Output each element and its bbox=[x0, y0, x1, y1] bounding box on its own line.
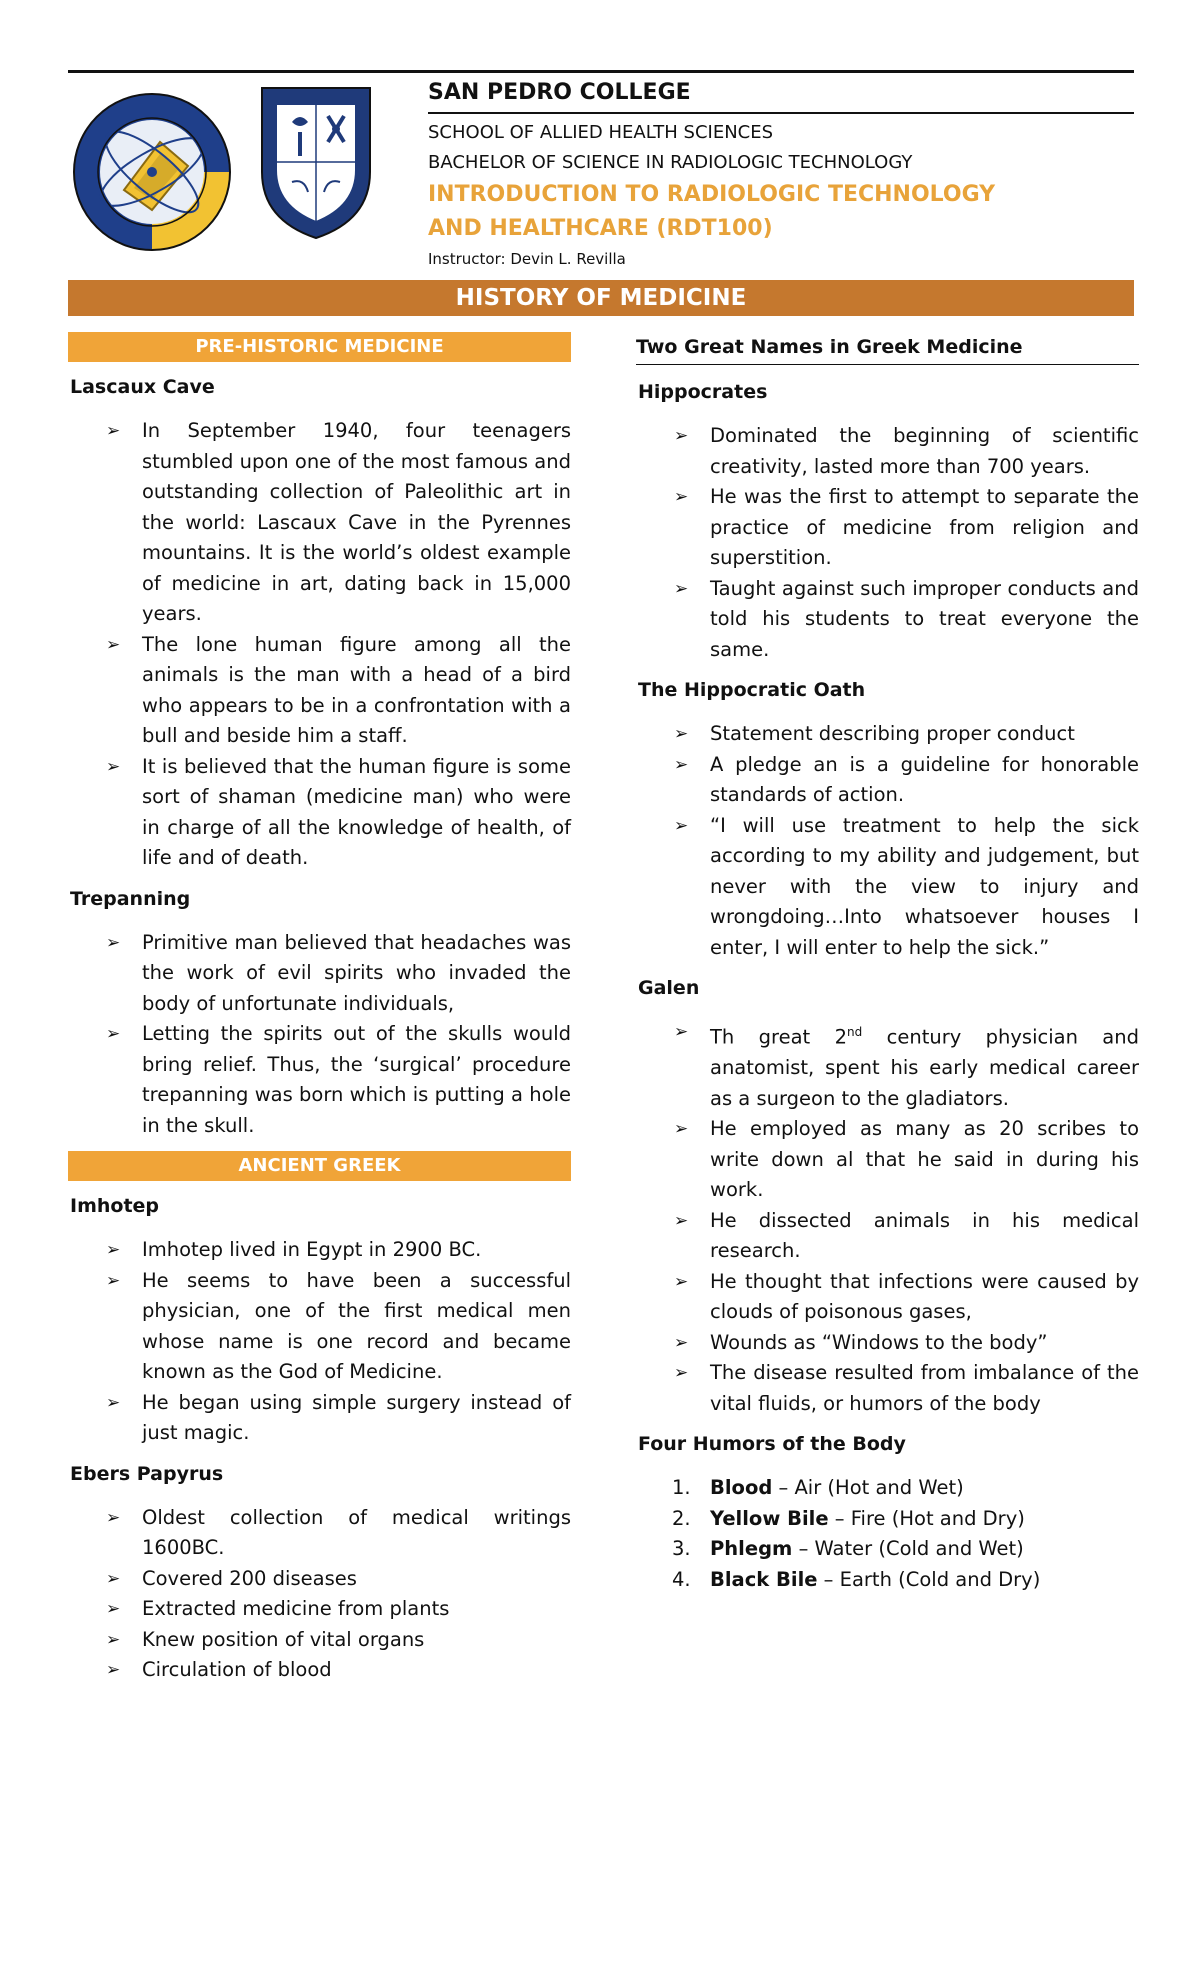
header-top-rule bbox=[68, 70, 1134, 73]
arrow-bullet-icon: ➢ bbox=[674, 1210, 689, 1231]
arrow-bullet-icon: ➢ bbox=[106, 1568, 121, 1589]
section-bar-prehistoric: PRE-HISTORIC MEDICINE bbox=[68, 332, 571, 362]
arrow-bullet-icon: ➢ bbox=[674, 1271, 689, 1292]
list-item: ➢ The disease resulted from imbalance of the vital fluids, or humors of the body bbox=[636, 1358, 1139, 1419]
arrow-bullet-icon: ➢ bbox=[106, 1024, 121, 1044]
list-hippocrates bbox=[636, 421, 1139, 665]
heading-trepanning: Trepanning bbox=[70, 887, 191, 910]
san-pedro-college-shield-logo bbox=[256, 82, 376, 242]
course-title-line1: INTRODUCTION TO RADIOLOGIC TECHNOLOGY bbox=[428, 182, 996, 207]
list-item: ➢ He employed as many as 20 scribes to write down al that he said in during his work. bbox=[636, 1114, 1139, 1206]
list-trepanning bbox=[68, 928, 571, 1142]
arrow-bullet-icon: ➢ bbox=[106, 1240, 121, 1260]
arrow-bullet-icon: ➢ bbox=[106, 756, 121, 777]
left-column bbox=[68, 332, 571, 1696]
arrow-bullet-icon: ➢ bbox=[674, 426, 689, 446]
list-item: ➢ Taught against such improper conducts and told his students to treat everyone the same. bbox=[636, 574, 1139, 666]
arrow-bullet-icon: ➢ bbox=[106, 1270, 121, 1291]
arrow-bullet-icon: ➢ bbox=[674, 815, 689, 836]
arrow-bullet-icon: ➢ bbox=[106, 634, 121, 655]
list-item: ➢ Th great 2nd century physician and anatomist, spent his early medical career as a surgeon to the gladiators. bbox=[636, 1017, 1139, 1114]
list-item: ➢ The lone human figure among all the animals is the man with a head of a bird who appears to be in a confrontation with a bull and beside him a staff. bbox=[68, 630, 571, 752]
program-name: BACHELOR OF SCIENCE IN RADIOLOGIC TECHNOLOGY bbox=[428, 152, 913, 173]
arrow-bullet-icon: ➢ bbox=[674, 1022, 689, 1042]
list-oath bbox=[636, 719, 1139, 963]
list-item: 4. Black Bile – Earth (Cold and Dry) bbox=[672, 1567, 1041, 1591]
heading-galen: Galen bbox=[638, 977, 700, 999]
arrow-bullet-icon: ➢ bbox=[674, 754, 689, 775]
arrow-bullet-icon: ➢ bbox=[106, 421, 121, 441]
arrow-bullet-icon: ➢ bbox=[106, 1392, 121, 1413]
arrow-bullet-icon: ➢ bbox=[674, 724, 689, 744]
right-column bbox=[636, 332, 1139, 1595]
instructor-name: Instructor: Devin L. Revilla bbox=[428, 250, 626, 268]
list-item: ➢ Letting the spirits out of the skulls would bring relief. Thus, the ‘surgical’ procedure trepanning was born which is putting a hole in the skull. bbox=[68, 1019, 571, 1141]
arrow-bullet-icon: ➢ bbox=[674, 578, 689, 599]
arrow-bullet-icon: ➢ bbox=[106, 932, 121, 953]
page-title: HISTORY OF MEDICINE bbox=[68, 280, 1134, 316]
list-item: 1. Blood – Air (Hot and Wet) bbox=[672, 1476, 964, 1499]
list-ebers bbox=[68, 1503, 571, 1686]
list-item: ➢ He seems to have been a successful physician, one of the first medical men whose name is one record and became known as the God of Medicine. bbox=[68, 1266, 571, 1388]
heading-hippocratic-oath: The Hippocratic Oath bbox=[638, 679, 866, 701]
arrow-bullet-icon: ➢ bbox=[674, 1332, 689, 1353]
school-name: SCHOOL OF ALLIED HEALTH SCIENCES bbox=[428, 122, 774, 143]
arrow-bullet-icon: ➢ bbox=[674, 1363, 689, 1383]
list-item: ➢ Oldest collection of medical writings 1600BC. bbox=[68, 1503, 571, 1564]
list-item: ➢ He began using simple surgery instead of just magic. bbox=[68, 1388, 571, 1449]
list-item: ➢ Statement describing proper conduct bbox=[636, 719, 1139, 750]
heading-hippocrates: Hippocrates bbox=[638, 381, 768, 403]
list-item: ➢ A pledge an is a guideline for honorable standards of action. bbox=[636, 750, 1139, 811]
list-item: ➢ He thought that infections were caused by clouds of poisonous gases, bbox=[636, 1267, 1139, 1328]
list-item: ➢ Wounds as “Windows to the body” bbox=[636, 1328, 1139, 1359]
list-item: ➢ Circulation of blood bbox=[68, 1655, 571, 1686]
section-bar-ancient-greek: ANCIENT GREEK bbox=[68, 1151, 571, 1181]
radiologic-technology-seal-logo bbox=[72, 92, 232, 252]
arrow-bullet-icon: ➢ bbox=[106, 1599, 121, 1619]
list-item: ➢ He was the first to attempt to separate the practice of medicine from religion and superstition. bbox=[636, 482, 1139, 574]
heading-lascaux-cave: Lascaux Cave bbox=[70, 376, 215, 398]
list-lascaux bbox=[68, 416, 571, 874]
list-item: ➢ Knew position of vital organs bbox=[68, 1625, 571, 1656]
heading-imhotep: Imhotep bbox=[70, 1195, 160, 1217]
college-name: SAN PEDRO COLLEGE bbox=[428, 74, 1134, 114]
list-item: ➢ Covered 200 diseases bbox=[68, 1564, 571, 1595]
list-item: 2. Yellow Bile – Fire (Hot and Dry) bbox=[672, 1506, 1025, 1530]
heading-ebers-papyrus: Ebers Papyrus bbox=[70, 1462, 224, 1485]
list-item: ➢ In September 1940, four teenagers stumbled upon one of the most famous and outstanding collection of Paleolithic art in the world: Lascaux Cave in the Pyrennes mountains. It is the world’s oldest example of medicine in art, dating back in 15,000 years. bbox=[68, 416, 571, 630]
heading-four-humors: Four Humors of the Body bbox=[638, 1433, 906, 1455]
arrow-bullet-icon: ➢ bbox=[106, 1507, 121, 1528]
list-galen bbox=[636, 1017, 1139, 1419]
list-item: ➢ Primitive man believed that headaches was the work of evil spirits who invaded the body of unfortunate individuals, bbox=[68, 928, 571, 1020]
arrow-bullet-icon: ➢ bbox=[106, 1629, 121, 1650]
list-item: ➢ Imhotep lived in Egypt in 2900 BC. bbox=[68, 1235, 571, 1266]
document-header bbox=[428, 74, 1134, 272]
list-item: 3. Phlegm – Water (Cold and Wet) bbox=[672, 1537, 1024, 1560]
arrow-bullet-icon: ➢ bbox=[674, 487, 689, 507]
list-item: ➢ “I will use treatment to help the sick according to my ability and judgement, but never with the view to injury and wrongdoing…Into whatsoever houses I enter, I will enter to help the sick.” bbox=[636, 811, 1139, 964]
list-item: ➢ He dissected animals in his medical research. bbox=[636, 1206, 1139, 1267]
arrow-bullet-icon: ➢ bbox=[674, 1119, 689, 1139]
list-imhotep bbox=[68, 1235, 571, 1449]
arrow-bullet-icon: ➢ bbox=[106, 1660, 121, 1680]
course-title-line2: AND HEALTHCARE (RDT100) bbox=[428, 216, 773, 241]
heading-two-great-names: Two Great Names in Greek Medicine bbox=[636, 332, 1139, 365]
list-item: ➢ Dominated the beginning of scientific creativity, lasted more than 700 years. bbox=[636, 421, 1139, 482]
list-item: ➢ Extracted medicine from plants bbox=[68, 1594, 571, 1625]
list-item: ➢ It is believed that the human figure is some sort of shaman (medicine man) who were in charge of all the knowledge of health, of life and of death. bbox=[68, 752, 571, 874]
list-four-humors bbox=[636, 1473, 1139, 1595]
